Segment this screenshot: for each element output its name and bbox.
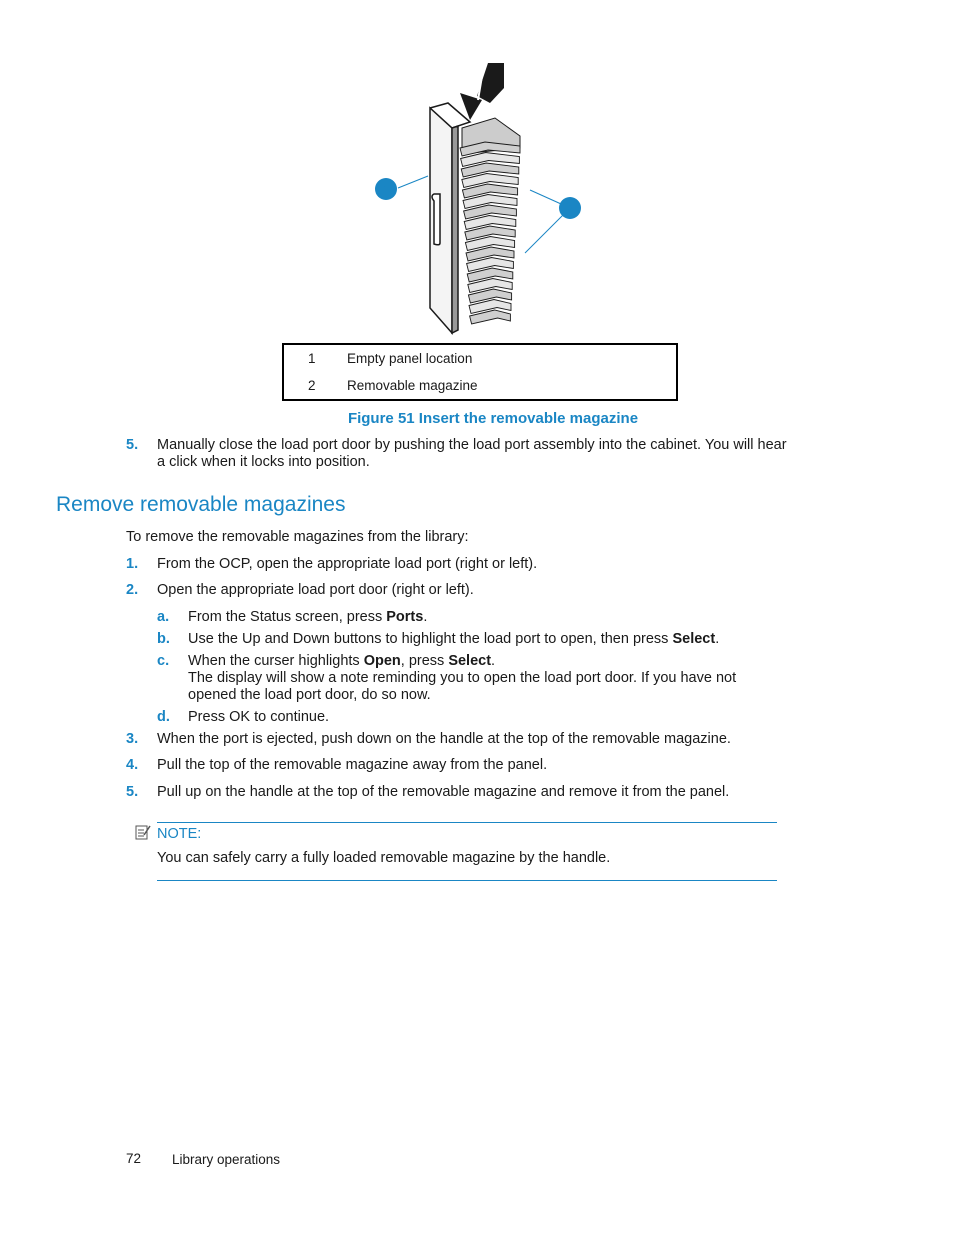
step-number: 4. <box>126 757 139 773</box>
legend-number: 1 <box>308 351 316 366</box>
note-icon <box>135 824 151 840</box>
note-top-rule <box>157 822 777 823</box>
step-number: 2. <box>126 582 139 598</box>
note-text: You can safely carry a fully loaded removable magazine by the handle. <box>157 850 611 866</box>
legend-label: Removable magazine <box>347 378 478 393</box>
intro-text: To remove the removable magazines from the library: <box>126 529 469 545</box>
step-number: 5. <box>126 784 139 800</box>
footer-section: Library operations <box>172 1152 281 1167</box>
step-text: Pull the top of the removable magazine away from the panel. <box>157 757 548 773</box>
step-text: a click when it locks into position. <box>157 454 370 470</box>
callout-1-label: 1 <box>382 184 390 196</box>
substep-letter: a. <box>157 609 170 625</box>
magazine-slots <box>460 142 520 324</box>
step-text: Pull up on the handle at the top of the removable magazine and remove it from the panel. <box>157 784 730 800</box>
step-number: 1. <box>126 556 139 572</box>
substep-text: opened the load port door, do so now. <box>188 687 431 703</box>
note-bottom-rule <box>157 880 777 881</box>
legend-number: 2 <box>308 378 316 393</box>
figure-legend <box>282 343 678 401</box>
substep-text: Use the Up and Down buttons to highlight the load port to open, then press Select. <box>188 631 720 647</box>
substep-letter: c. <box>157 653 170 669</box>
callout-2-label: 2 <box>566 203 574 215</box>
substep-text: From the Status screen, press Ports. <box>188 609 428 625</box>
substep-letter: d. <box>157 709 170 725</box>
page-number: 72 <box>126 1151 142 1166</box>
section-heading: Remove removable magazines <box>56 493 346 516</box>
step-text: Open the appropriate load port door (right or left). <box>157 582 474 598</box>
substep-letter: b. <box>157 631 170 647</box>
substep-text: When the curser highlights Open, press Select. <box>188 653 496 669</box>
substep-text: Press OK to continue. <box>188 709 330 725</box>
note-label: NOTE: <box>157 826 202 842</box>
step-text: From the OCP, open the appropriate load port (right or left). <box>157 556 538 572</box>
step-text: When the port is ejected, push down on the handle at the top of the removable magazine. <box>157 731 731 747</box>
insert-arrow-icon <box>460 63 504 120</box>
step-number: 3. <box>126 731 139 747</box>
step-number: 5. <box>126 437 139 453</box>
figure-caption: Figure 51 Insert the removable magazine <box>347 410 639 427</box>
legend-label: Empty panel location <box>347 351 473 366</box>
step-text: Manually close the load port door by pushing the load port assembly into the cabinet. You will hear <box>157 437 787 453</box>
magazine-illustration <box>370 58 590 340</box>
substep-text: The display will show a note reminding you to open the load port door. If you have not <box>188 670 737 686</box>
